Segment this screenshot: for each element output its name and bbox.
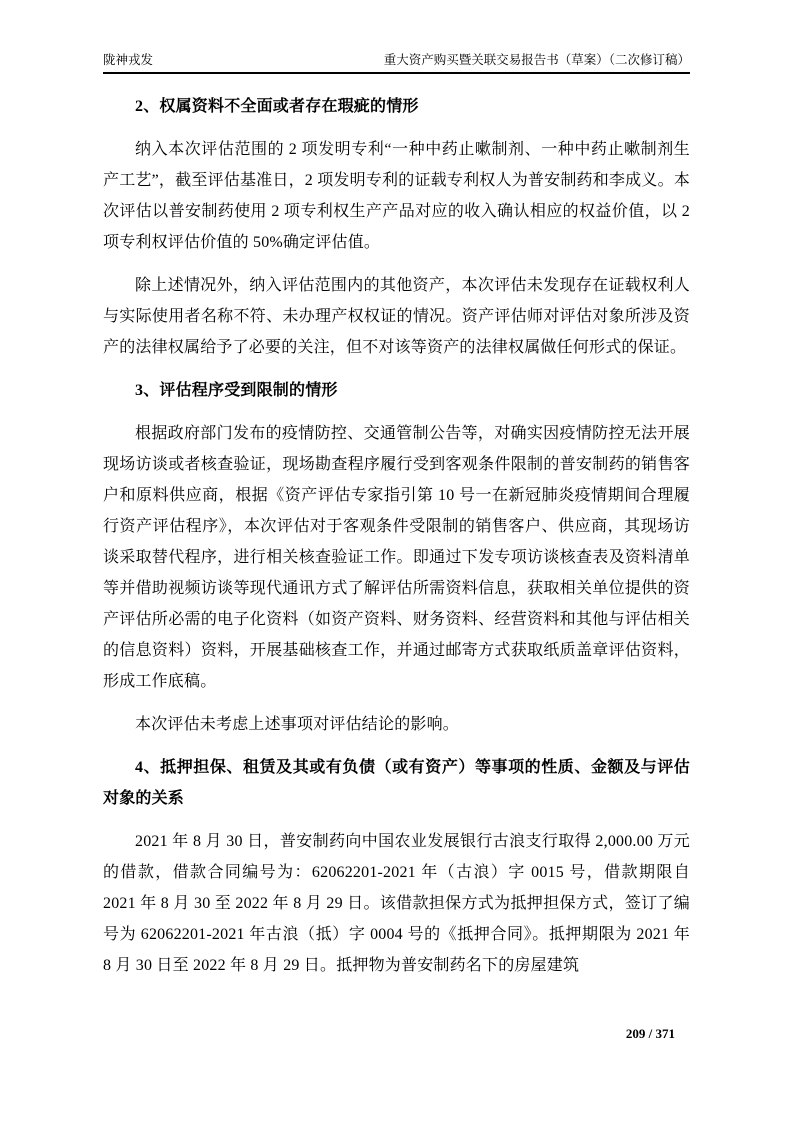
page-number: 209 / 371 [625, 1026, 675, 1041]
document-body [103, 91, 690, 993]
section-heading-ownership-defects: 2、权属资料不全面或者存在瑕疵的情形 [135, 98, 419, 115]
body-paragraph: 根据政府部门发布的疫情防控、交通管制公告等，对确实因疫情防控无法开展现场访谈或者核查验证，现场勘查程序履行受到客观条件限制的普安制药的销售客户和原料供应商，根据《资产评估专家指引第 10 号一在新冠肺炎疫情期间合理履行资产评估程序》，本次评估对于客观条件受限制的销售客户、供应商，其现场访谈采取替代程序，进行相关核查验证工作。即通过下发专项访谈核查表及资料清单等并借助视频访谈等现代通讯方式了解评估所需资料信息，获取相关单位提供的资产评估所必需的电子化资料（如资产资料、财务资料、经营资料和其他与评估相关的信息资料）资料，开展基础核查工作，并通过邮寄方式获取纸质盖章评估资料，形成工作底稿。 [103, 425, 690, 690]
body-paragraph: 本次评估未考虑上述事项对评估结论的影响。 [135, 716, 460, 733]
body-paragraph: 除上述情况外，纳入评估范围内的其他资产，本次评估未发现存在证载权利人与实际使用者名称不符、未办理产权权证的情况。资产评估师对评估对象所涉及资产的法律权属给予了必要的关注，但不对该等资产的法律权属做任何形式的保证。 [103, 277, 690, 356]
section-heading-procedure-limitations: 3、评估程序受到限制的情形 [135, 382, 338, 399]
header-report-title: 重大资产购买暨关联交易报告书（草案）（二次修订稿） [383, 53, 690, 67]
body-paragraph: 纳入本次评估范围的 2 项发明专利“一种中药止嗽制剂、一种中药止嗽制剂生产工艺”，截至评估基准日，2 项发明专利的证载专利权人为普安制药和李成义。本次评估以普安制药使用 2 项专利权生产产品对应的收入确认相应的权益价值，以 2 项专利权评估价值的 50%确定评估值。 [103, 141, 690, 251]
header-company-name: 陇神戎发 [103, 53, 154, 67]
section-heading-mortgage-guarantee: 4、抵押担保、租赁及其或有负债（或有资产）等事项的性质、金额及与评估对象的关系 [103, 759, 690, 807]
page-header [103, 52, 690, 74]
body-paragraph: 2021 年 8 月 30 日，普安制药向中国农业发展银行古浪支行取得 2,000.00 万元的借款，借款合同编号为：62062201-2021 年（古浪）字 0015 号，借款期限自 2021 年 8 月 30 至 2022 年 8 月 29 日。该借款担保方式为抵押担保方式，签订了编号为 62062201-2021 年古浪（抵）字 0004 号的《抵押合同》。抵押期限为 2021 年 8 月 30 日至 2022 年 8 月 29 日。抵押物为普安制药名下的房屋建筑 [103, 833, 690, 974]
